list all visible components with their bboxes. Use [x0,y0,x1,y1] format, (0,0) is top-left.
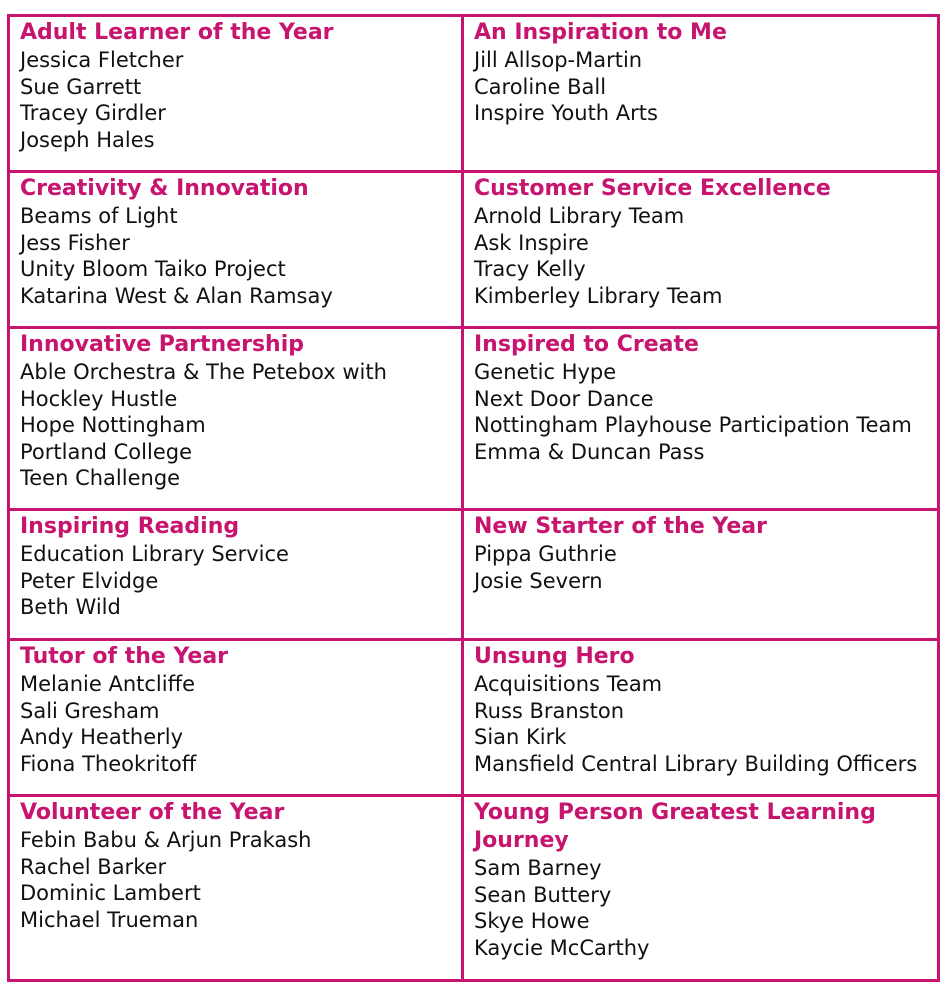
nominee-name: Fiona Theokritoff [20,751,197,776]
award-category-title: Tutor of the Year [20,644,229,669]
nominee-name: Katarina West & Alan Ramsay [20,283,333,308]
nominee-name: Joseph Hales [20,127,155,152]
nominee-name: Kaycie McCarthy [474,935,650,960]
award-category-title: Creativity & Innovation [20,176,309,201]
award-cell [9,16,463,172]
nominee-list [474,541,927,594]
award-row [9,172,939,328]
nominee-name: Unity Bloom Taiko Project [20,257,286,281]
nominee-name: Josie Severn [474,568,603,593]
nominee-name: Michael Trueman [20,907,199,932]
nominee-name: Sam Barney [474,856,602,880]
nominee-name: Arnold Library Team [474,204,685,228]
nominee-list [474,671,927,777]
nominee-list [20,541,451,621]
award-cell [9,510,463,640]
nominee-name: Beth Wild [20,595,121,619]
nominee-name: Mansfield Central Library Building Officers [474,751,918,776]
award-category-title: Inspiring Reading [20,514,240,539]
award-row [9,510,939,640]
nominee-name: Skye Howe [474,909,590,933]
award-row [9,16,939,172]
nominee-list [474,47,927,127]
nominee-name: Ask Inspire [474,230,589,255]
award-category-title: Volunteer of the Year [20,800,285,825]
award-category-title: Young Person Greatest Learning Journey [474,800,876,853]
award-category-title: An Inspiration to Me [474,20,727,45]
nominee-name: Russ Branston [474,698,625,723]
nominee-name: Education Library Service [20,542,289,566]
nominee-list [20,47,451,153]
award-cell [9,172,463,328]
award-cell [463,328,939,510]
nominee-name: Pippa Guthrie [474,542,617,566]
nominee-name: Sean Buttery [474,882,612,907]
award-cell [9,328,463,510]
nominee-name: Hockley Hustle [20,386,178,411]
nominee-list [20,827,451,933]
award-category-title: New Starter of the Year [474,514,767,539]
nominee-list [20,203,451,309]
award-category-title: Innovative Partnership [20,332,305,357]
award-cell [463,16,939,172]
nominee-name: Jessica Fletcher [20,48,184,72]
award-cell [9,796,463,981]
nominee-list [20,359,451,492]
awards-table [7,14,940,982]
award-category-title: Inspired to Create [474,332,699,357]
nominee-name: Kimberley Library Team [474,283,723,308]
nominee-name: Beams of Light [20,204,178,228]
nominee-name: Next Door Dance [474,386,654,411]
nominee-name: Peter Elvidge [20,568,159,593]
nominee-name: Teen Challenge [20,466,181,490]
nominee-name: Genetic Hype [474,360,617,384]
nominee-name: Sian Kirk [474,725,567,749]
nominee-list [20,671,451,777]
nominee-name: Caroline Ball [474,74,607,99]
nominee-name: Melanie Antcliffe [20,672,195,696]
award-cell [9,640,463,796]
award-row [9,328,939,510]
nominee-name: Tracy Kelly [474,257,586,281]
nominee-name: Dominic Lambert [20,881,201,905]
award-category-title: Customer Service Excellence [474,176,831,201]
award-category-title: Unsung Hero [474,644,635,669]
nominee-name: Portland College [20,439,192,464]
nominee-name: Hope Nottingham [20,413,206,437]
nominee-name: Able Orchestra & The Petebox with [20,360,387,384]
awards-table-body [9,16,939,981]
nominee-name: Sue Garrett [20,74,142,99]
nominee-list [474,855,927,961]
award-cell [463,510,939,640]
award-row [9,796,939,981]
award-cell [463,640,939,796]
award-row [9,640,939,796]
nominee-name: Nottingham Playhouse Participation Team [474,413,912,437]
nominee-name: Andy Heatherly [20,725,184,749]
nominee-name: Emma & Duncan Pass [474,439,705,464]
nominee-name: Rachel Barker [20,854,167,879]
nominee-name: Jill Allsop-Martin [474,48,643,72]
nominee-list [474,359,927,465]
nominee-name: Inspire Youth Arts [474,101,658,125]
award-cell [463,796,939,981]
nominee-name: Febin Babu & Arjun Prakash [20,828,312,852]
nominee-name: Jess Fisher [20,230,130,255]
nominee-name: Acquisitions Team [474,672,663,696]
nominee-list [474,203,927,309]
award-cell [463,172,939,328]
nominee-name: Tracey Girdler [20,101,166,125]
nominee-name: Sali Gresham [20,698,160,723]
award-category-title: Adult Learner of the Year [20,20,334,45]
